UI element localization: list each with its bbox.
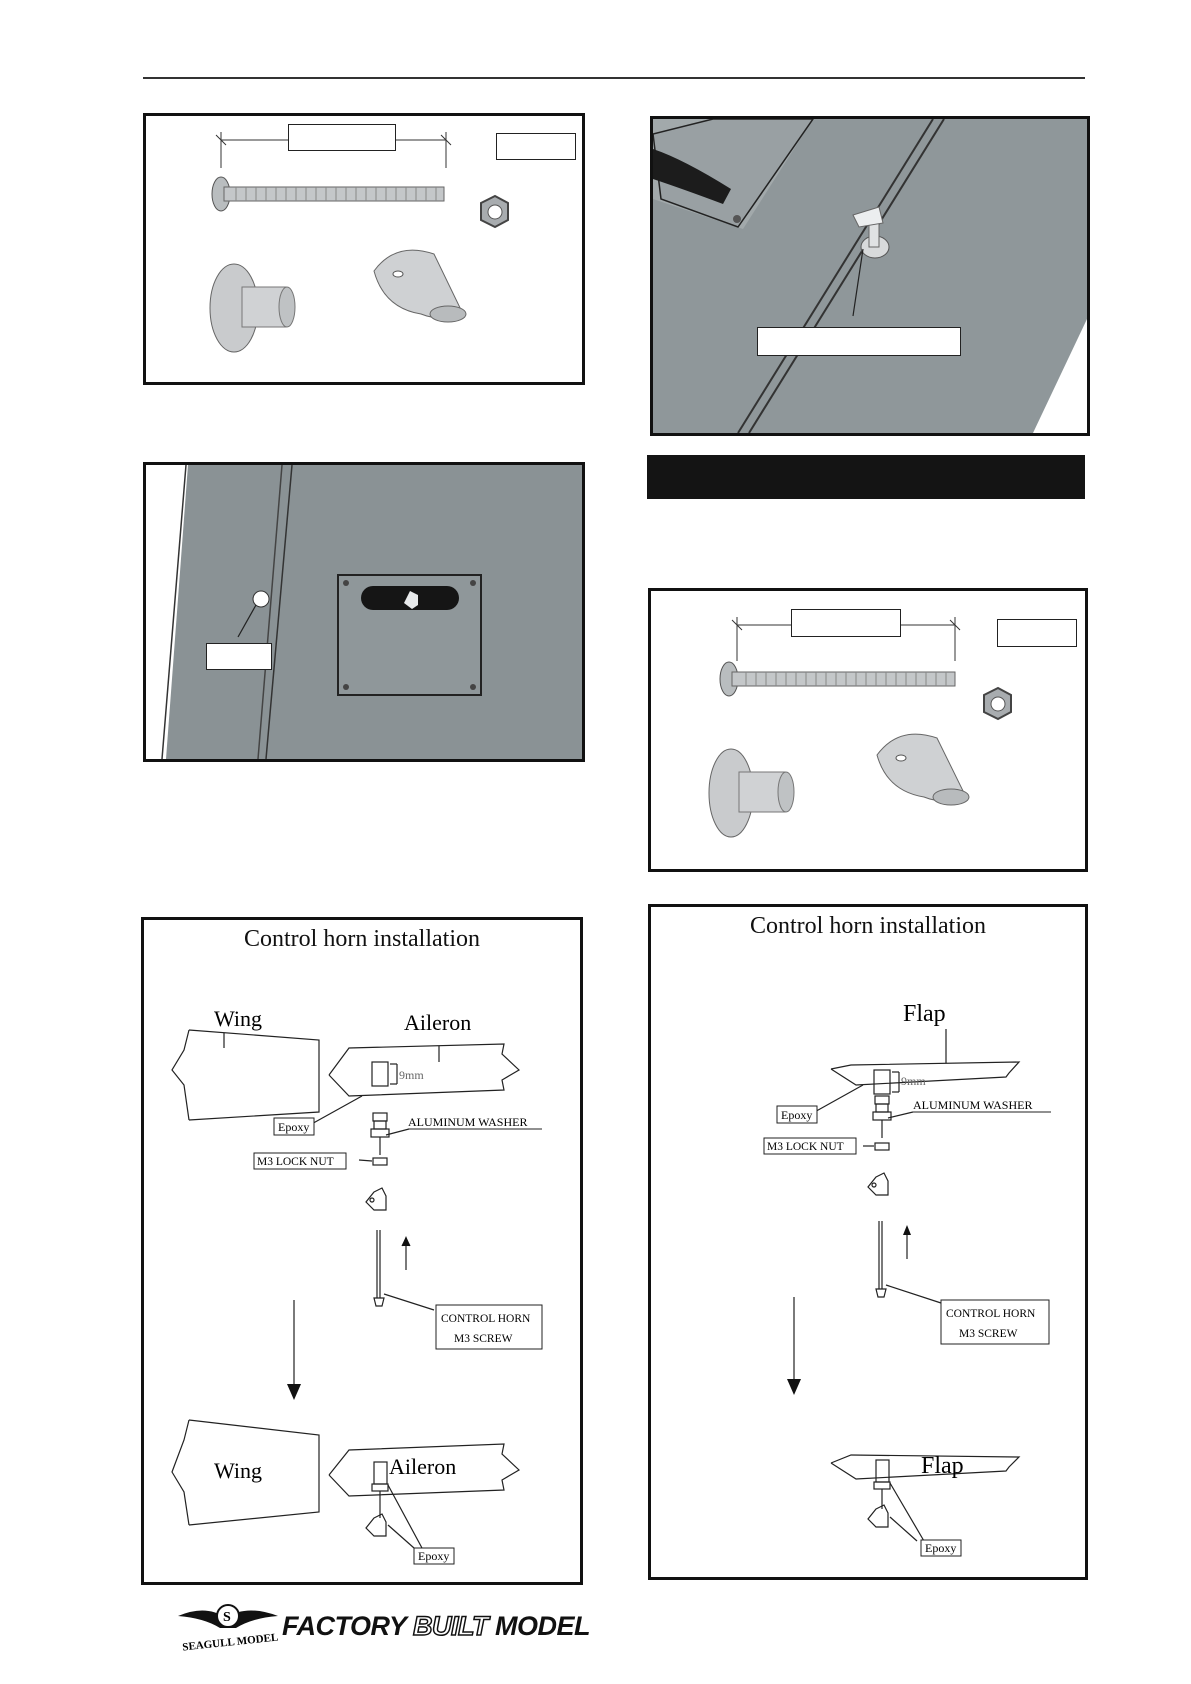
length-label-box — [288, 124, 396, 151]
aileron-label: Aileron — [404, 1010, 472, 1035]
flap-washer-label: ALUMINUM WASHER — [913, 1098, 1033, 1112]
epoxy-label-bottom: Epoxy — [418, 1549, 450, 1563]
hardware-photo-right — [648, 588, 1088, 872]
flap-diagram-title: Control horn installation — [750, 913, 986, 939]
aileron-horn-diagram — [141, 917, 583, 1585]
flap-horn-label: CONTROL HORN — [946, 1308, 1036, 1320]
wing-label-bottom: Wing — [214, 1458, 262, 1483]
flap-label: Flap — [903, 1001, 946, 1027]
logo-text: SEAGULL MODEL — [181, 1631, 279, 1654]
flap-dimension-label: 9mm — [901, 1074, 926, 1088]
flap-screw-label: M3 SCREW — [959, 1328, 1018, 1340]
washer-label: ALUMINUM WASHER — [408, 1115, 528, 1129]
hole-label-box — [206, 643, 272, 670]
qty-label-box-right — [997, 619, 1077, 647]
flap-horn-diagram — [648, 904, 1088, 1580]
flap-label-bottom: Flap — [921, 1453, 964, 1479]
flap-lock-nut-label: M3 LOCK NUT — [767, 1141, 844, 1153]
logo-initial: S — [223, 1610, 231, 1625]
footer-brand — [282, 1611, 590, 1642]
aileron-label-bottom: Aileron — [389, 1454, 457, 1479]
horn-label: CONTROL HORN — [441, 1313, 531, 1325]
section-header-bar — [647, 455, 1085, 499]
header-rule — [143, 77, 1085, 79]
flap-epoxy-label-bottom: Epoxy — [925, 1541, 957, 1555]
wing-hatch-photo — [143, 462, 585, 762]
installed-horn-photo — [650, 116, 1090, 436]
screw-label: M3 SCREW — [454, 1333, 513, 1345]
photo-caption-box — [757, 327, 961, 356]
lock-nut-label: M3 LOCK NUT — [257, 1156, 334, 1168]
wing-hatch-illustration — [146, 465, 582, 759]
aileron-diagram-drawing — [144, 920, 580, 1582]
qty-label-box — [496, 133, 576, 160]
installed-horn-illustration — [653, 119, 1087, 433]
brand-part2: BUILT — [413, 1611, 489, 1641]
brand-part1: FACTORY — [282, 1611, 414, 1641]
length-label-box-right — [791, 609, 901, 637]
aileron-diagram-title: Control horn installation — [244, 926, 480, 952]
brand-part3: MODEL — [488, 1611, 591, 1641]
wing-label: Wing — [214, 1006, 262, 1031]
hardware-photo-top-left — [143, 113, 585, 385]
seagull-model-logo — [176, 1596, 280, 1654]
dimension-label: 9mm — [399, 1068, 424, 1082]
flap-diagram-drawing — [651, 907, 1085, 1577]
flap-epoxy-label: Epoxy — [781, 1108, 813, 1122]
epoxy-label: Epoxy — [278, 1120, 310, 1134]
